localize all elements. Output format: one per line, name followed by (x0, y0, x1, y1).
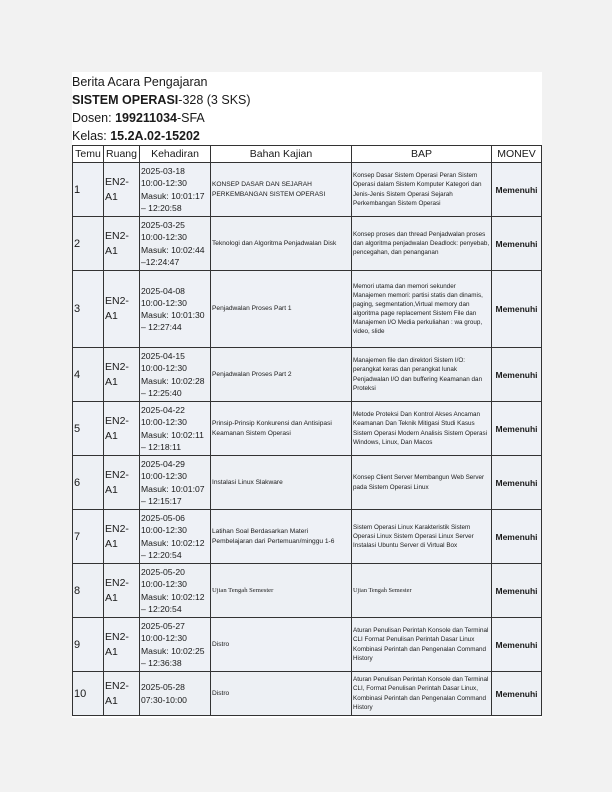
cell-monev: Memenuhi (492, 271, 542, 348)
cell-kehadiran: 2025-04-22 10:00-12:30 Masuk: 10:02:11 – 12:18:11 (140, 402, 211, 456)
cell-kehadiran: 2025-05-20 10:00-12:30 Masuk: 10:02:12 – 12:20:54 (140, 564, 211, 618)
table-body (73, 163, 542, 716)
course-name: SISTEM OPERASI (72, 93, 179, 107)
cell-bahan-kajian: Penjadwalan Proses Part 2 (211, 348, 352, 402)
cell-monev: Memenuhi (492, 618, 542, 672)
cell-ruang: EN2-A1 (104, 163, 140, 217)
table-row (73, 217, 542, 271)
cell-bap: Ujian Tengah Semester (352, 564, 492, 618)
table-row (73, 348, 542, 402)
cell-kehadiran: 2025-04-29 10:00-12:30 Masuk: 10:01:07 – 12:15:17 (140, 456, 211, 510)
cell-temu: 1 (73, 163, 104, 217)
cell-monev: Memenuhi (492, 510, 542, 564)
cell-temu: 6 (73, 456, 104, 510)
cell-kehadiran: 2025-05-28 07:30-10:00 (140, 672, 211, 716)
col-header-temu: Temu (73, 146, 104, 163)
cell-ruang: EN2-A1 (104, 456, 140, 510)
cell-monev: Memenuhi (492, 402, 542, 456)
cell-bahan-kajian: Latihan Soal Berdasarkan Materi Pembelajaran dari Pertemuan/minggu 1-6 (211, 510, 352, 564)
cell-bap: Aturan Penulisan Perintah Konsole dan Terminal CLI, Format Penulisan Perintah Dasar Linux, Kombinasi Perintah dan Pengenalan Command History (352, 672, 492, 716)
cell-temu: 5 (73, 402, 104, 456)
col-header-kehadiran: Kehadiran (140, 146, 211, 163)
cell-ruang: EN2-A1 (104, 564, 140, 618)
col-header-monev: MONEV (492, 146, 542, 163)
cell-bahan-kajian: Instalasi Linux Slakware (211, 456, 352, 510)
course-code: -328 (3 SKS) (178, 93, 251, 107)
class-line (72, 127, 200, 145)
cell-bap: Konsep Dasar Sistem Operasi Peran Sistem Operasi dalam Sistem Komputer Kategori dan Jenis-Jenis Sistem Operasi Sejarah Perkembangan Sistem Operasi (352, 163, 492, 217)
lecturer-suffix: -SFA (176, 111, 205, 125)
lecturer-label: Dosen: (72, 111, 116, 125)
cell-bap: Manajemen file dan direktori Sistem I/O: perangkat keras dan perangkat lunak Penjadwalan I/O dan buffering Keamanan dan Proteksi (352, 348, 492, 402)
cell-monev: Memenuhi (492, 163, 542, 217)
cell-temu: 8 (73, 564, 104, 618)
table-row (73, 271, 542, 348)
cell-bap: Aturan Penulisan Perintah Konsole dan Terminal CLI Format Penulisan Perintah Dasar Linux Kombinasi Perintah dan Pengenalan Command History (352, 618, 492, 672)
cell-monev: Memenuhi (492, 348, 542, 402)
cell-bahan-kajian: Prinsip-Prinsip Konkurensi dan Antisipasi Keamanan Sistem Operasi (211, 402, 352, 456)
cell-kehadiran: 2025-05-27 10:00-12:30 Masuk: 10:02:25 – 12:36:38 (140, 618, 211, 672)
cell-kehadiran: 2025-05-06 10:00-12:30 Masuk: 10:02:12 – 12:20:54 (140, 510, 211, 564)
cell-ruang: EN2-A1 (104, 402, 140, 456)
cell-bap: Sistem Operasi Linux Karakteristik Sistem Operasi Linux Sistem Operasi Linux Server Instalasi Ubuntu Server di Virtual Box (352, 510, 492, 564)
cell-bahan-kajian: Distro (211, 672, 352, 716)
cell-kehadiran: 2025-03-18 10:00-12:30 Masuk: 10:01:17 – 12:20:58 (140, 163, 211, 217)
col-header-bahan-kajian: Bahan Kajian (211, 146, 352, 163)
lecturer-line (72, 109, 205, 127)
cell-bap: Konsep Client Server Membangun Web Server pada Sistem Operasi Linux (352, 456, 492, 510)
col-header-bap: BAP (352, 146, 492, 163)
cell-monev: Memenuhi (492, 564, 542, 618)
cell-temu: 4 (73, 348, 104, 402)
teaching-record-table (72, 145, 542, 716)
cell-monev: Memenuhi (492, 217, 542, 271)
cell-ruang: EN2-A1 (104, 271, 140, 348)
cell-bahan-kajian: Distro (211, 618, 352, 672)
cell-temu: 2 (73, 217, 104, 271)
cell-kehadiran: 2025-04-08 10:00-12:30 Masuk: 10:01:30 – 12:27:44 (140, 271, 211, 348)
cell-monev: Memenuhi (492, 456, 542, 510)
table-row (73, 672, 542, 716)
document-title: Berita Acara Pengajaran (72, 75, 208, 89)
col-header-ruang: Ruang (104, 146, 140, 163)
cell-bahan-kajian: Ujian Tengah Semester (211, 564, 352, 618)
cell-kehadiran: 2025-03-25 10:00-12:30 Masuk: 10:02:44 –12:24:47 (140, 217, 211, 271)
cell-temu: 10 (73, 672, 104, 716)
table-row (73, 402, 542, 456)
class-code: 15.2A.02-15202 (110, 129, 200, 143)
cell-bap: Konsep proses dan thread Penjadwalan proses dan algoritma penjadwalan Deadlock: penyebab, pencegahan, dan penanganan (352, 217, 492, 271)
table-row (73, 456, 542, 510)
cell-bahan-kajian: KONSEP DASAR DAN SEJARAH PERKEMBANGAN SISTEM OPERASI (211, 163, 352, 217)
table-row (73, 564, 542, 618)
cell-ruang: EN2-A1 (104, 348, 140, 402)
course-line (72, 91, 251, 109)
lecturer-id: 199211034 (115, 111, 177, 125)
table-row (73, 510, 542, 564)
cell-bahan-kajian: Penjadwalan Proses Part 1 (211, 271, 352, 348)
class-label: Kelas: (72, 129, 111, 143)
table-row (73, 618, 542, 672)
cell-temu: 3 (73, 271, 104, 348)
cell-bap: Metode Proteksi Dan Kontrol Akses Ancaman Keamanan Dan Teknik Mitigasi Studi Kasus Sistem Operasi Modern Analisis Sistem Operasi Windows, Linux, Dan Macos (352, 402, 492, 456)
cell-temu: 9 (73, 618, 104, 672)
cell-ruang: EN2-A1 (104, 510, 140, 564)
cell-ruang: EN2-A1 (104, 618, 140, 672)
table-row (73, 163, 542, 217)
cell-bahan-kajian: Teknologi dan Algoritma Penjadwalan Disk (211, 217, 352, 271)
cell-kehadiran: 2025-04-15 10:00-12:30 Masuk: 10:02:28 – 12:25:40 (140, 348, 211, 402)
cell-bap: Memori utama dan memori sekunder Manajemen memori: partisi statis dan dinamis, paging, segmentation,Virtual memory dan algoritma page replacement Sistem File dan Manajemen I/O Media perkuliahan : wa group, video, slide (352, 271, 492, 348)
cell-temu: 7 (73, 510, 104, 564)
table-header-row (73, 146, 542, 163)
cell-ruang: EN2-A1 (104, 217, 140, 271)
cell-ruang: EN2-A1 (104, 672, 140, 716)
cell-monev: Memenuhi (492, 672, 542, 716)
